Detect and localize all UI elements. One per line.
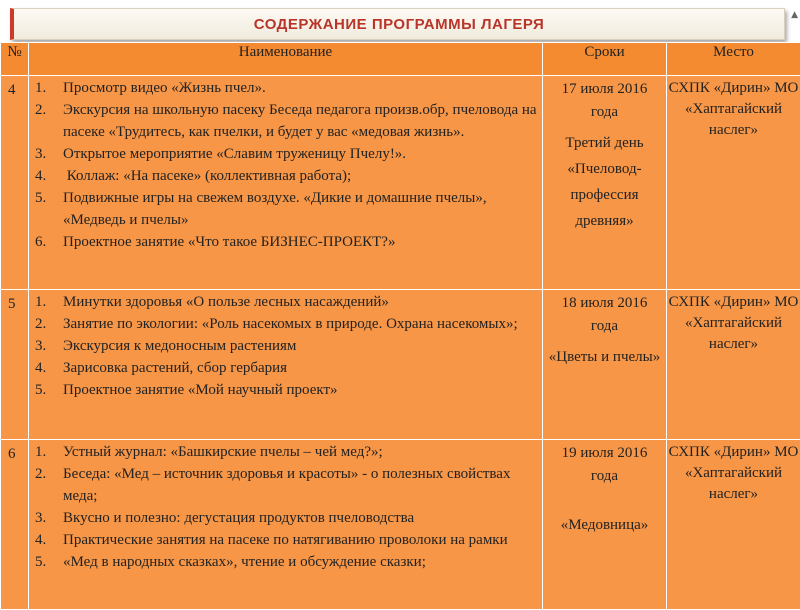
list-item: 1. Минутки здоровья «О пользе лесных насаждений» bbox=[29, 291, 538, 313]
header-num: № bbox=[1, 43, 29, 76]
list-item: 3. Экскурсия к медоносным растениям bbox=[29, 335, 538, 357]
program-table bbox=[0, 42, 800, 610]
dates-cell bbox=[543, 290, 667, 440]
page-title bbox=[10, 8, 785, 40]
table-row bbox=[1, 440, 800, 610]
activity-list bbox=[29, 77, 538, 253]
year-text: года bbox=[544, 101, 665, 124]
page-title-text: СОДЕРЖАНИЕ ПРОГРАММЫ ЛАГЕРЯ bbox=[254, 16, 545, 33]
list-item: 5. Проектное занятие «Мой научный проект» bbox=[29, 379, 538, 401]
row-number: 5 bbox=[1, 290, 29, 440]
activity-list-cell bbox=[29, 440, 543, 610]
list-item: 4. Зарисовка растений, сбор гербария bbox=[29, 357, 538, 379]
dates-cell bbox=[543, 440, 667, 610]
day-theme: «Медовница» bbox=[544, 512, 665, 538]
place-cell: СХПК «Дирин» МО «Хаптагайский наслег» bbox=[667, 440, 800, 610]
year-text: года bbox=[544, 315, 665, 338]
header-place: Место bbox=[667, 43, 800, 76]
header-dates: Сроки bbox=[543, 43, 667, 76]
table-header-row bbox=[1, 43, 800, 76]
activity-list-cell bbox=[29, 290, 543, 440]
table-row bbox=[1, 290, 800, 440]
list-item: 3. Вкусно и полезно: дегустация продуктов пчеловодства bbox=[29, 507, 538, 529]
day-theme: «Цветы и пчелы» bbox=[544, 344, 665, 370]
list-item: 5. Подвижные игры на свежем воздухе. «Дикие и домашние пчелы», «Медведь и пчелы» bbox=[29, 187, 538, 231]
list-item: 2. Экскурсия на школьную пасеку Беседа педагога произв.обр, пчеловода на пасеке «Трудитесь, как пчелки, и будет у вас «медовая жизнь». bbox=[29, 99, 538, 143]
list-item: 6. Проектное занятие «Что такое БИЗНЕС-ПРОЕКТ?» bbox=[29, 231, 538, 253]
activity-list bbox=[29, 441, 538, 573]
list-item: 5. «Мед в народных сказках», чтение и обсуждение сказки; bbox=[29, 551, 538, 573]
list-item: 1. Устный журнал: «Башкирские пчелы – чей мед?»; bbox=[29, 441, 538, 463]
list-item: 2. Беседа: «Мед – источник здоровья и красоты» - о полезных свойствах меда; bbox=[29, 463, 538, 507]
activity-list-cell bbox=[29, 76, 543, 290]
header-name: Наименование bbox=[29, 43, 543, 76]
year-text: года bbox=[544, 465, 665, 488]
row-number: 6 bbox=[1, 440, 29, 610]
place-cell: СХПК «Дирин» МО «Хаптагайский наслег» bbox=[667, 290, 800, 440]
dates-cell bbox=[543, 76, 667, 290]
activity-list bbox=[29, 291, 538, 401]
row-number: 4 bbox=[1, 76, 29, 290]
place-cell: СХПК «Дирин» МО «Хаптагайский наслег» bbox=[667, 76, 800, 290]
date-text: 17 июля 2016 bbox=[544, 78, 665, 101]
list-item: 1. Просмотр видео «Жизнь пчел». bbox=[29, 77, 538, 99]
scroll-up-icon[interactable]: ▲ bbox=[791, 10, 798, 20]
date-text: 19 июля 2016 bbox=[544, 442, 665, 465]
list-item: 4. Коллаж: «На пасеке» (коллективная работа); bbox=[29, 165, 538, 187]
list-item: 2. Занятие по экологии: «Роль насекомых в природе. Охрана насекомых»; bbox=[29, 313, 538, 335]
list-item: 4. Практические занятия на пасеке по натягиванию проволоки на рамки bbox=[29, 529, 538, 551]
table-row bbox=[1, 76, 800, 290]
list-item: 3. Открытое мероприятие «Славим труженицу Пчелу!». bbox=[29, 143, 538, 165]
date-text: 18 июля 2016 bbox=[544, 292, 665, 315]
day-theme: Третий день «Пчеловод-профессия древняя» bbox=[544, 130, 665, 234]
